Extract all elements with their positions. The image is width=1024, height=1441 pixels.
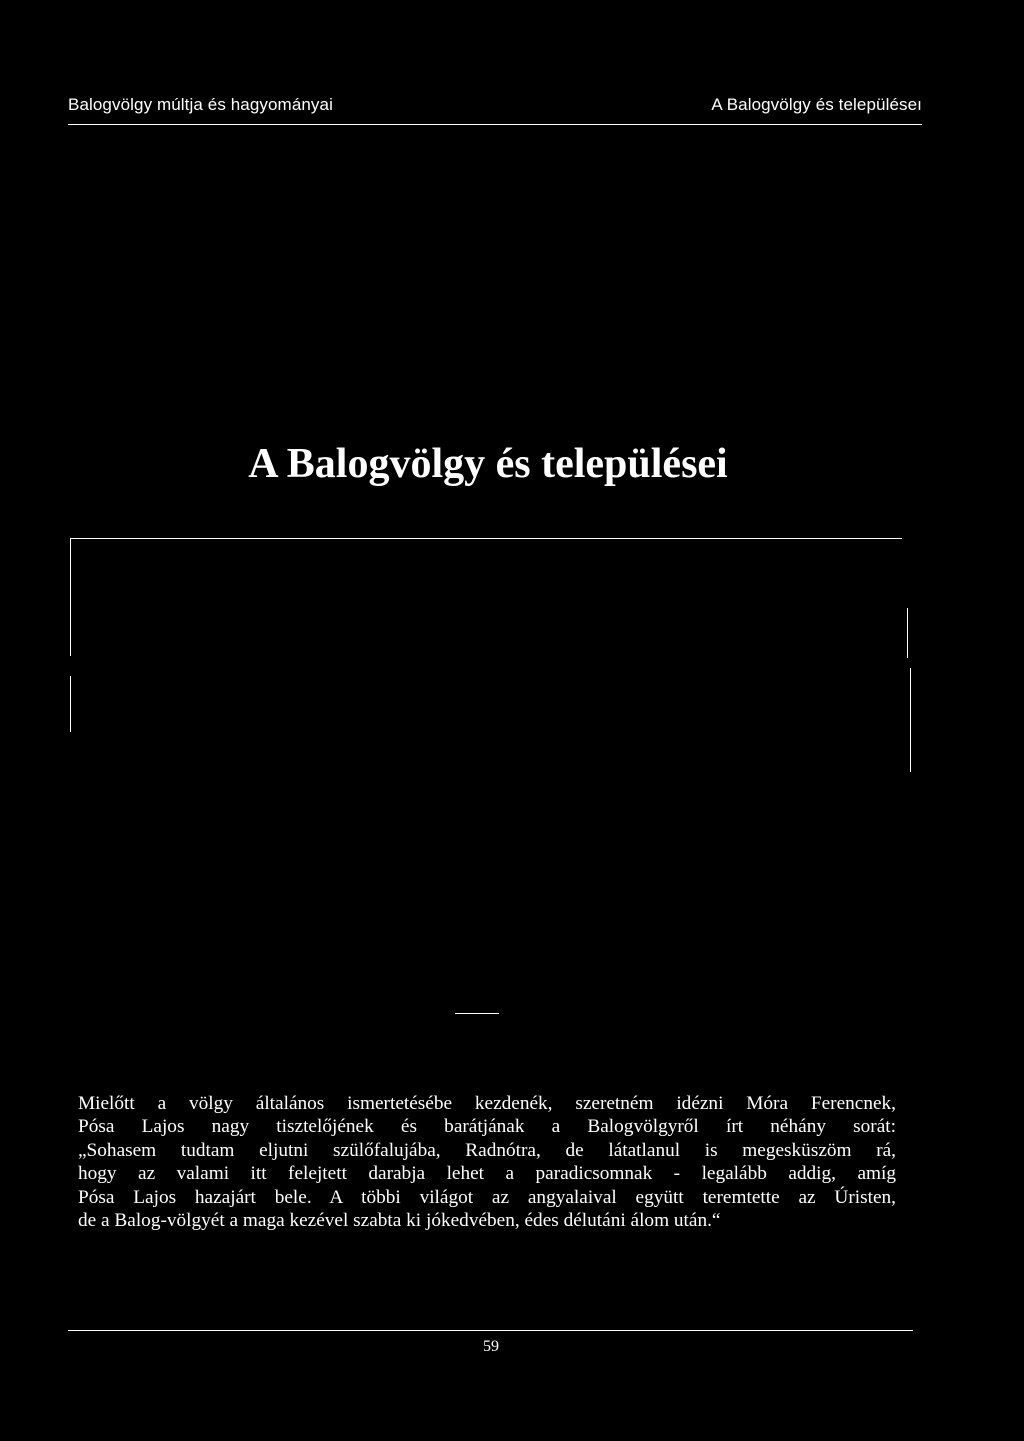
image-frame-right-rule-upper <box>907 608 908 658</box>
running-head-chapter-title: A Balogvölgy és településeı <box>711 95 922 114</box>
image-frame-top-rule <box>70 538 902 539</box>
body-line-2: Pósa Lajos nagy tisztelőjének és barátjának a Balogvölgyről írt néhány sorát: <box>78 1116 896 1138</box>
image-frame-right-rule-lower <box>910 668 911 772</box>
body-line-3: „Sohasem tudtam eljutni szülőfalujába, Radnótra, de látatlanul is megesküszöm rá, <box>78 1139 896 1161</box>
image-frame-left-rule-lower <box>70 676 71 732</box>
page-number: 59 <box>483 1338 499 1355</box>
footer-rule <box>68 1330 913 1331</box>
image-frame-left-rule-upper <box>70 538 71 656</box>
ornament-dash <box>455 1013 499 1014</box>
chapter-title: A Balogvölgy és települései <box>248 441 728 487</box>
header-rule <box>68 124 922 125</box>
body-line-6: de a Balog-völgyét a maga kezével szabta ki jókedvében, édes délutáni álom után.“ <box>78 1210 721 1232</box>
body-paragraph <box>78 1092 896 1232</box>
body-line-1: Mielőtt a völgy általános ismertetésébe kezdenék, szeretném idézni Móra Ferencnek, <box>78 1093 896 1114</box>
running-head-book-title: Balogvölgy múltja és hagyományai <box>68 95 333 114</box>
body-line-4: hogy az valami itt felejtett darabja lehet a paradicsomnak - legalább addig, amíg <box>78 1163 896 1185</box>
body-line-5: Pósa Lajos hazajárt bele. A többi világot az angyalaival együtt teremtette az Úristen, <box>78 1186 896 1208</box>
